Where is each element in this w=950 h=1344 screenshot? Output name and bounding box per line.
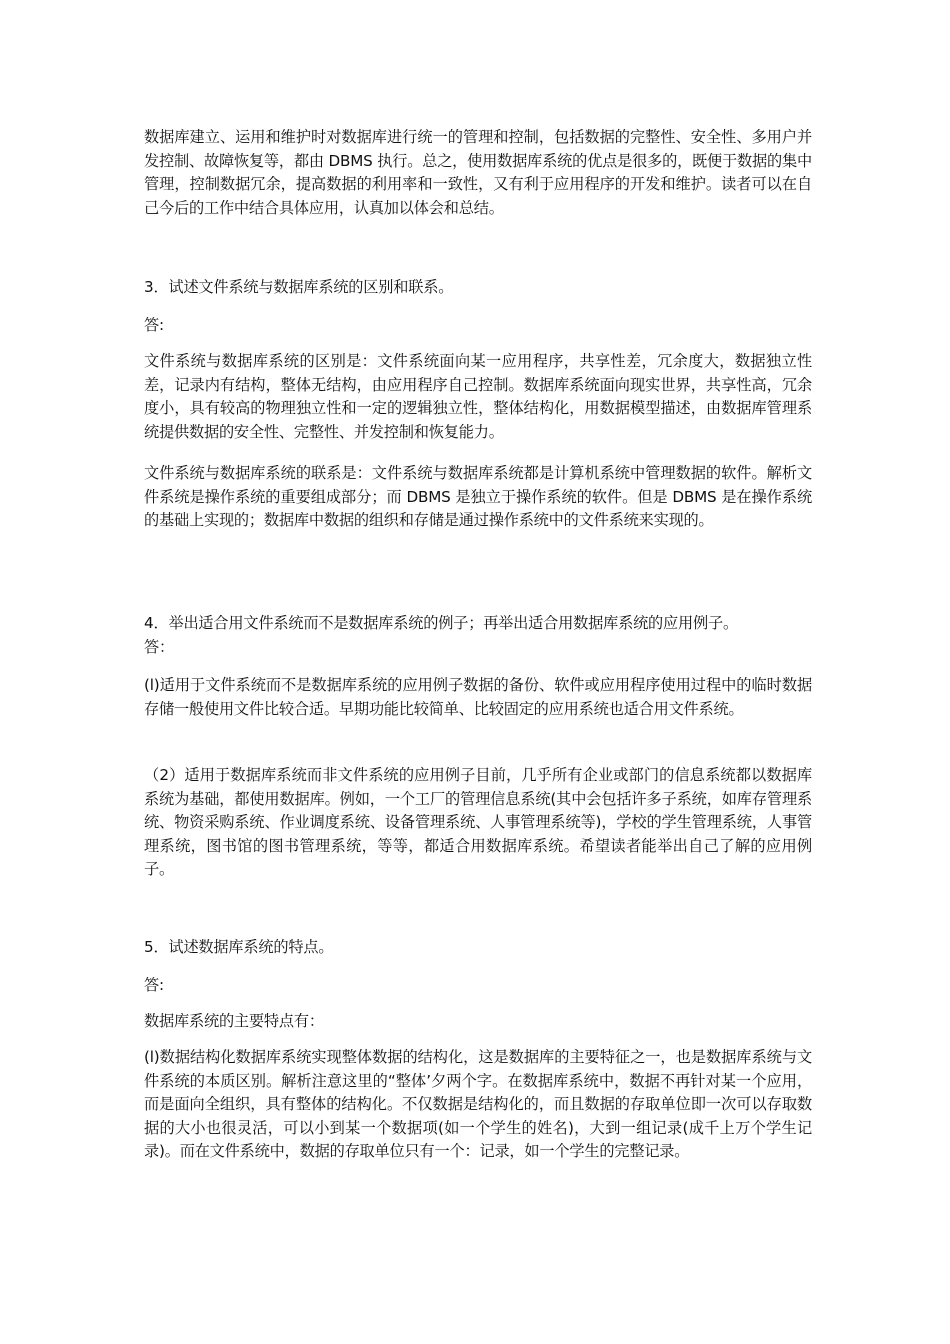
question-5-item-1: (l)数据结构化数据库系统实现整体数据的结构化，这是数据库的主要特征之一，也是数据库系统与文件系统的本质区别。解析注意这里的“整体’夕两个字。在数据库系统中，数据不再针对某一个应用，而是面向全组织，具有整体的结构化。不仅数据是结构化的，而且数据的存取单位即一次可以存取数据的大小也很灵活，可以小到某一个数据项(如一个学生的姓名)，大到一组记录(成千上万个学生记录)。而在文件系统中，数据的存取单位只有一个：记录，如一个学生的完整记录。 [144,1048,812,1160]
intro-paragraph: 数据库建立、运用和维护时对数据库进行统一的管理和控制，包括数据的完整性、安全性、多用户并发控制、故障恢复等，都由 DBMS 执行。总之，使用数据库系统的优点是很多的，既便于数据的集中管理，控制数据冗余，提高数据的利用率和一致性，又有利于应用程序的开发和维护。读者可以在自己今后的工作中结合具体应用，认真加以体会和总结。 [144,128,812,217]
question-5-title: 5．试述数据库系统的特点。 [144,938,334,956]
question-3-answer-label: 答: [144,316,164,334]
question-5-intro: 数据库系统的主要特点有： [144,1012,324,1030]
question-5-answer-label: 答: [144,976,164,994]
question-4-title: 4．举出适合用文件系统而不是数据库系统的例子；再举出适合用数据库系统的应用例子。 [144,614,738,632]
question-4-item-1: (l)适用于文件系统而不是数据库系统的应用例子数据的备份、软件或应用程序使用过程中的临时数据存储一般使用文件比较合适。早期功能比较简单、比较固定的应用系统也适合用文件系统。 [144,676,812,718]
question-3-difference-paragraph: 文件系统与数据库系统的区别是：文件系统面向某一应用程序，共享性差，冗余度大，数据独立性差，记录内有结构，整体无结构，由应用程序自己控制。数据库系统面向现实世界，共享性高，冗余度小，具有较高的物理独立性和一定的逻辑独立性，整体结构化，用数据模型描述，由数据库管理系统提供数据的安全性、完整性、并发控制和恢复能力。 [144,352,812,441]
question-4-answer-label: 答： [144,638,174,656]
question-3-title: 3．试述文件系统与数据库系统的区别和联系。 [144,278,454,296]
question-4-item-2: （2）适用于数据库系统而非文件系统的应用例子目前，几乎所有企业或部门的信息系统都以数据库系统为基础，都使用数据库。例如，一个工厂的管理信息系统(其中会包括许多子系统，如库存管理系统、物资采购系统、作业调度系统、设备管理系统、人事管理系统等)，学校的学生管理系统，人事管理系统，图书馆的图书管理系统，等等，都适合用数据库系统。希望读者能举出自己了解的应用例子。 [144,766,812,878]
question-3-relation-paragraph: 文件系统与数据库系统的联系是：文件系统与数据库系统都是计算机系统中管理数据的软件。解析文件系统是操作系统的重要组成部分；而 DBMS 是独立于操作系统的软件。但是 DBMS 是在操作系统的基础上实现的；数据库中数据的组织和存储是通过操作系统中的文件系统来实现的。 [144,464,812,529]
